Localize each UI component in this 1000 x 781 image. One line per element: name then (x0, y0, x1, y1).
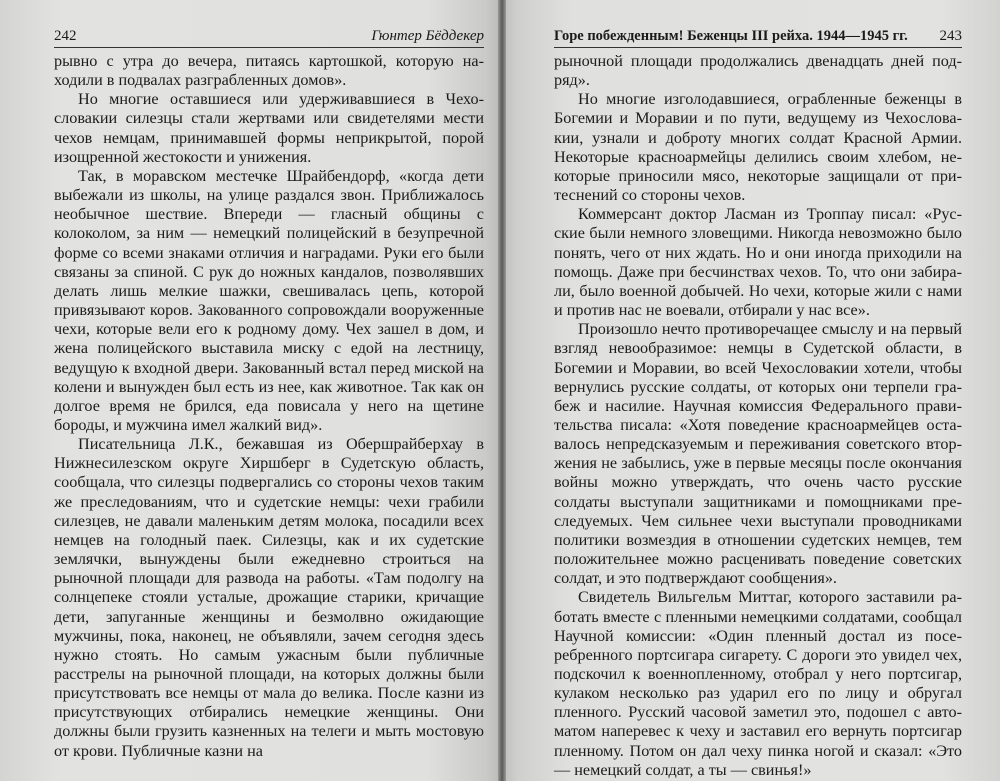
paragraph: Так, в моравском местечке Шрайбендорф, «когда дети выбежали из школы, на улице раздался звон. Приближалось необычное шествие. Впереди — гласный общины с колоколом, за ним — немецкий полицейский в безупречной форме со всеми знаками отличия и наградами. Руки его были связаны за спиной. С рук до ножных кандалов, позволявших делать лишь мелкие шажки, свешивалась цепь, которой привязывают коров. Закованного сопровождали вооруженные чехи, которые вели его к родному дому. Чех зашел в дом, и жена полицейского выставила миску с едой на лестницу, ведущую к входной двери. Закованный встал перед миской на колени и вынужден был есть из нее, как животное. Так как он долгое время не брился, еда повисала у него на щетине бороды, и мужчина имел жалкий вид». (54, 166, 484, 434)
paragraph: Произошло нечто противоречащее смыслу и на первый взгляд невообразимое: немцы в Судетской области, в Богемии и Моравии, во всей Чехословакии хотели, чтобы вернулись русские солдаты, от которых они терпели грабеж и насилие. Научная комиссия Федерального правительства писала: «Хотя поведение красноармейцев оставалось непредсказуемым и переживания советского вторжения не забылись, уже в первые месяцы после окончания войны можно утверждать, что очень часто русские солдаты выступали защитниками и помощниками преследуемых. Чем сильнее чехи выступали проводниками политики возмездия в отношении судетских немцев, тем положительнее можно расценивать поведение советских солдат, и это подтверждают сообщения». (554, 320, 962, 588)
right-running-head (554, 28, 962, 48)
right-body-text (554, 52, 962, 780)
right-page (502, 0, 1000, 781)
right-running-title: Горе побежденным! Беженцы III рейха. 1944—1945 гг. (554, 28, 908, 44)
right-page-number: 243 (939, 28, 962, 44)
left-page-number: 242 (54, 28, 77, 44)
left-running-head (54, 28, 484, 48)
paragraph: рывно с утра до вечера, питаясь картошкой, которую находили в подвалах разграбленных домов». (54, 52, 484, 90)
paragraph: Свидетель Вильгельм Миттаг, которого заставили работать вместе с пленными немецкими солдатами, сообщал Научной комиссии: «Один пленный достал из посеребренного портсигара сигарету. С дороги это увидел чех, подскочил к военнопленному, отобрал у него портсигар, кулаком несколько раз ударил его по лицу и обругал пленного. Русский часовой заметил это, подошел с автоматом наперевес к чеху и заставил его вернуть портсигар пленному. Потом он дал чеху пинка ногой и сказал: «Это — немецкий солдат, а ты — свинья!» (554, 588, 962, 779)
paragraph: рыночной площади продолжались двенадцать дней подряд». (554, 52, 962, 90)
left-running-title: Гюнтер Бёддекер (371, 28, 484, 44)
paragraph: Но многие оставшиеся или удерживавшиеся в Чехословакии силезцы стали жертвами или свидетелями мести чехов немцам, принимавшей формы неприкрытой, порой изощренной жестокости и унижения. (54, 90, 484, 166)
paragraph: Коммерсант доктор Ласман из Троппау писал: «Русские были немного зловещими. Никогда невозможно было понять, чего от них ждать. Но и они иногда приходили на помощь. Даже при бесчинствах чехов. То, что они забирали, было военной добычей. Но чехи, которые жили с нами и против нас не воевали, отбирали у нас все». (554, 205, 962, 320)
paragraph: Но многие изголодавшиеся, ограбленные беженцы в Богемии и Моравии и по пути, ведущему из Чехословакии, узнали и доброту многих солдат Красной Армии. Некоторые красноармейцы делились своим хлебом, некоторые приносили мясо, некоторые защищали от притеснений со стороны чехов. (554, 90, 962, 205)
left-body-text (54, 52, 484, 761)
paragraph: Писательница Л.К., бежавшая из Обершрайберхау в Нижнесилезском округе Хиршберг в Судетскую область, сообщала, что силезцы подвергались со стороны чехов таким же преследованиям, что и судетские немцы: чехи грабили силезцев, не давали маленьким детям молока, посадили всех немцев на голодный паек. Силезцы, как и их судетские землячки, вынуждены были ежедневно строиться на рыночной площади для развода на работы. «Там подолгу на солнцепеке стояли усталые, дрожащие старики, кричащие дети, запуганные женщины и безмолвно ожидающие мужчины, пока, наконец, не объявляли, зачем сегодня здесь нужно стоять. Но самым ужасным были публичные расстрелы на рыночной площади, на которых должны были присутствовать все немцы от мала до велика. После казни из присутствующих отбирались немецкие женщины. Они должны были грузить казненных на телеги и мыть мостовую от крови. Публичные казни на (54, 435, 484, 760)
book-gutter (498, 0, 506, 781)
